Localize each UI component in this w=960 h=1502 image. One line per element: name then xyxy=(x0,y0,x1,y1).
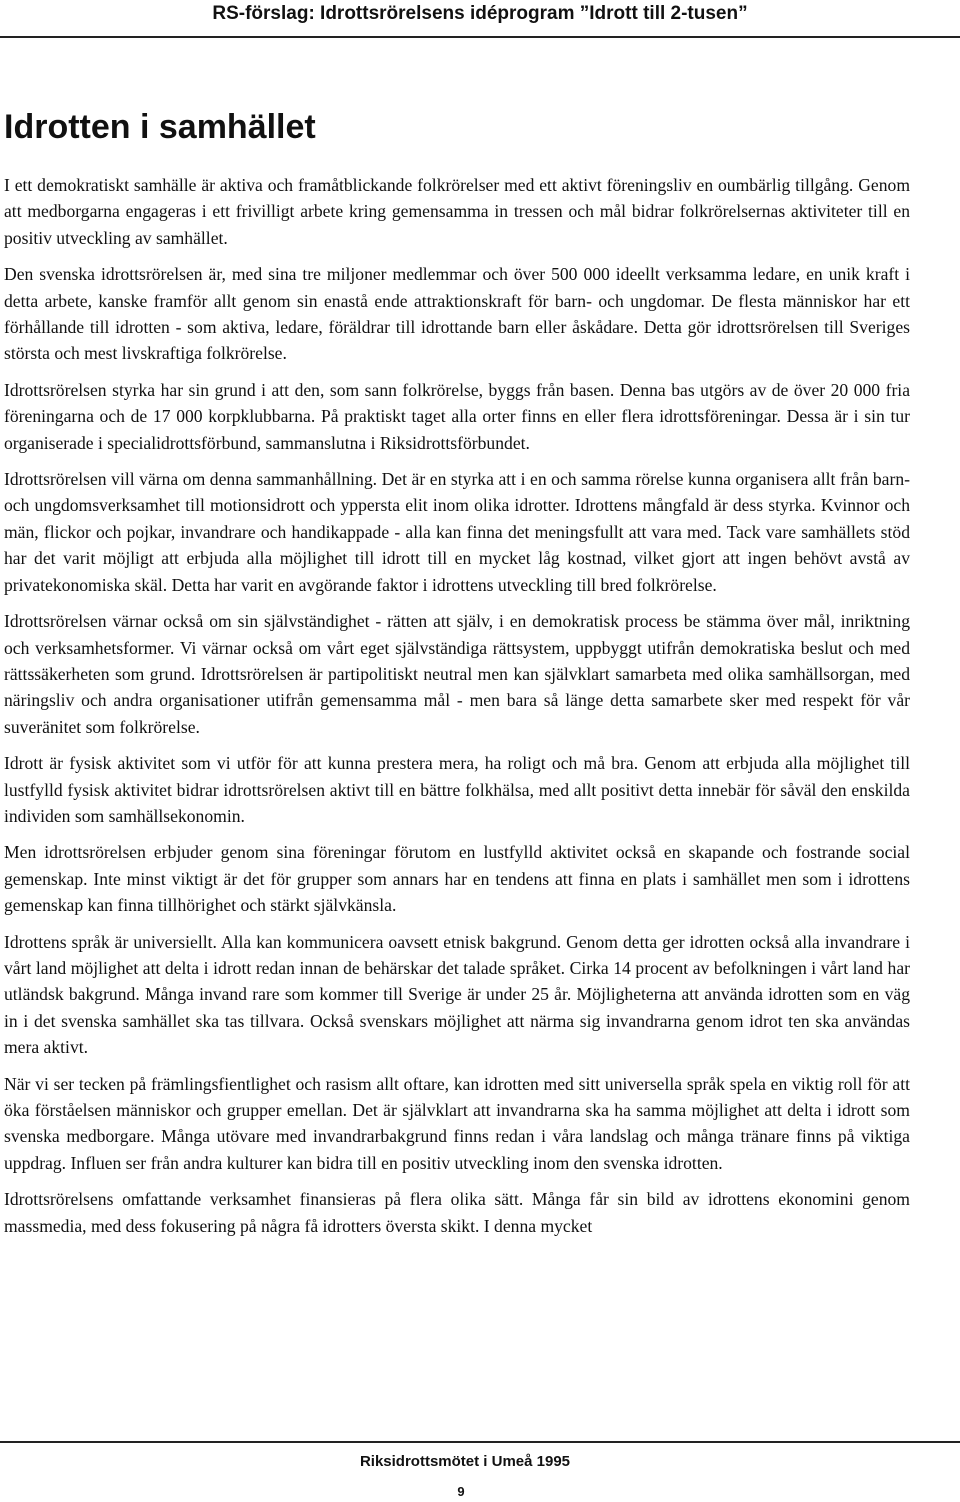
paragraph-7: Men idrottsrörelsen erbjuder genom sina föreningar förutom en lustfylld aktivitet också en skapande och fostrande social gemenskap. Inte minst viktigt är det för grupper som annars har en tendens att finna en plats i samhället men som i idrottens gemenskap kan finna tillhörighet och stärkt självkänsla. xyxy=(4,842,910,916)
paragraph-10: Idrottsrörelsens omfattande verksamhet finansieras på flera olika sätt. Många får sin bild av idrottens ekonomini genom massmedia, med dess fokusering på några få idrotters översta skikt. I denna mycket xyxy=(4,1189,910,1236)
paragraph-5: Idrottsrörelsen värnar också om sin självständighet - rätten att själv, i en demokratisk process be stämma över mål, inriktning och verksamhetsformer. Vi värnar också om vårt eget självständiga rättsystem, uppbyggt utifrån demokratiska beslut och med rättssäkerheten som grund. Idrottsrörelsen är partipolitiskt neutral men kan självklart samarbeta med olika samhällsorgan, med näringsliv och andra organisationer utifrån gemensamma mål - men bara så länge detta samarbete sker med respekt för vår suveränitet som folkrörelse. xyxy=(4,611,910,737)
running-header: RS-förslag: Idrottsrörelsens idéprogram ”Idrott till 2-tusen” xyxy=(212,3,748,24)
header-divider xyxy=(0,36,960,38)
body-text xyxy=(4,172,910,1249)
paragraph-1: I ett demokratiskt samhälle är aktiva och framåtblickande folkrörelser med ett aktivt föreningsliv en oumbärlig tillgång. Genom att medborgarna engageras i ett frivilligt arbete kring gemensamma in tressen och mål bidrar folkrörelsernas aktiviteter till en positiv utveckling av samhället. xyxy=(4,175,910,248)
page-number: 9 xyxy=(457,1484,465,1499)
page-title: Idrotten i samhället xyxy=(4,108,316,146)
footer-meeting-name: Riksidrottsmötet i Umeå 1995 xyxy=(359,1453,571,1470)
paragraph-6: Idrott är fysisk aktivitet som vi utför för att kunna prestera mera, ha roligt och må bra. Genom att erbjuda alla möjlighet till lustfylld fysisk aktivitet bidrar idrottsrörelsen aktivt till en bättre folkhälsa, med allt positivt detta innebär för såväl den enskilda individen som samhällsekonomin. xyxy=(4,753,910,826)
paragraph-3: Idrottsrörelsen styrka har sin grund i att den, som sann folkrörelse, byggs från basen. Denna bas utgörs av de över 20 000 fria föreningarna och de 17 000 korpklubbarna. På praktiskt taget alla orter finns en eller flera idrottsföreningar. Dessa är i sin tur organiserade i specialidrottsförbund, sammanslutna i Riksidrottsförbundet. xyxy=(4,379,910,453)
paragraph-4: Idrottsrörelsen vill värna om denna sammanhållning. Det är en styrka att i en och samma rörelse kunna organisera allt från barn- och ungdomsverksamhet till motionsidrott och yppersta elit inom olika idrotter. Idrottens mångfald är dess styrka. Kvinnor och män, flickor och pojkar, invandrare och handikappade - alla kan finna det meningsfullt att vara med. Tack vare samhällets stöd har det varit möjligt att erbjuda alla möjlighet till idrott till en mycket låg kostnad, vilket gjort att ingen behövt avstå av privatekonomiska skäl. Detta har varit en avgörande faktor i idrottens utveckling till bred folkrörelse. xyxy=(4,469,910,595)
paragraph-9: När vi ser tecken på främlingsfientlighet och rasism allt oftare, kan idrotten med sitt universella språk spela en viktig roll för att öka förståelsen människor och grupper emellan. Det är självklart att invandrarna ska ha samma möjlighet att delta i idrott som svenska medborgare. Många utövare med invandrarbakgrund finns redan i våra landslag och många tränare finns på viktiga uppdrag. Influen ser från andra kulturer kan bidra till en positiv utveckling inom den svenska idrotten. xyxy=(4,1073,910,1173)
paragraph-8: Idrottens språk är universiellt. Alla kan kommunicera oavsett etnisk bakgrund. Genom detta ger idrotten också alla invandrare i vårt land möjlighet att delta i idrott redan innan de behärskar det talade språket. Cirka 14 procent av befolkningen i vårt land har utländsk bakgrund. Många invand rare som kommer till Sverige är under 25 år. Möjligheterna att använda idrotten som en väg in i det svenska samhället ska tas tillvara. Också svenskars möjlighet att närma sig invandrarna genom idrot ten ska användas mera aktivt. xyxy=(4,931,910,1058)
footer-divider xyxy=(0,1441,960,1443)
paragraph-2: Den svenska idrottsrörelsen är, med sina tre miljoner medlemmar och över 500 000 ideellt verksamma ledare, en unik kraft i detta arbete, kanske framför allt genom sin enastå ende attraktionskraft för barn- och ungdomar. De flesta människor har ett förhållande till idrotten - som aktiva, ledare, föräldrar till idrottande barn eller åskådare. Detta gör idrottsrörelsen till Sveriges största och mest livskraftiga folkrörelse. xyxy=(4,264,910,364)
